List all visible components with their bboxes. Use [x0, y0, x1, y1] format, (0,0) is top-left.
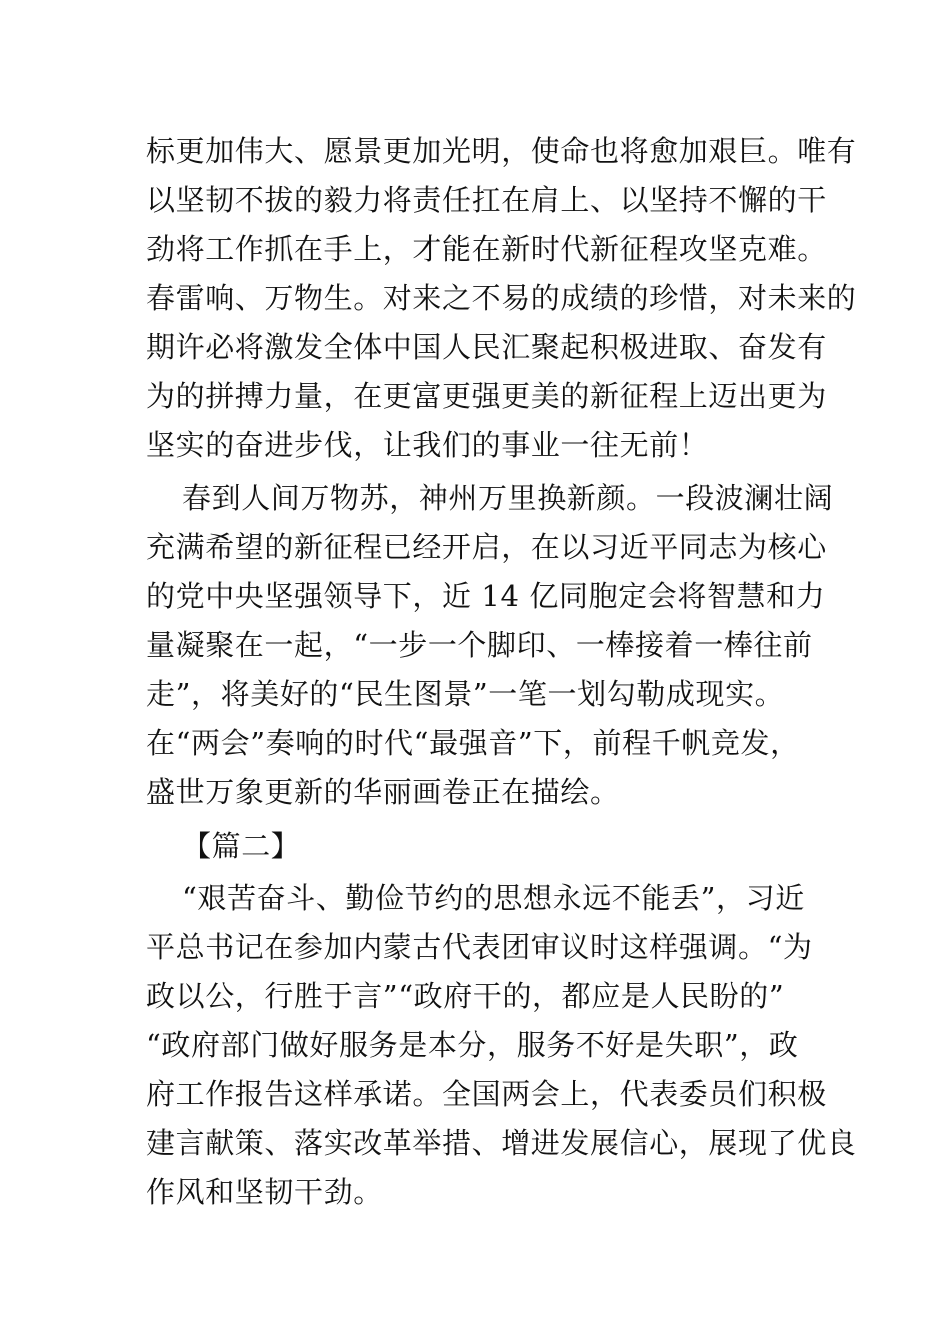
text-line: 盛世万象更新的华丽画卷正在描绘。 [146, 775, 620, 809]
text-line: 量凝聚在一起，“一步一个脚印、一棒接着一棒往前 [146, 628, 813, 662]
text-line: 春雷响、万物生。对来之不易的成绩的珍惜，对未来的 [146, 281, 857, 315]
paragraph-start-line: 春到人间万物苏，神州万里换新颜。一段波澜壮阔 [182, 481, 834, 515]
text-line: 期许必将激发全体中国人民汇聚起积极进取、奋发有 [146, 330, 827, 364]
text-line: 标更加伟大、愿景更加光明，使命也将愈加艰巨。唯有 [146, 134, 857, 168]
section-heading: 【篇二】 [182, 829, 301, 863]
text-line: 的党中央坚强领导下，近 14 亿同胞定会将智慧和力 [146, 579, 826, 613]
text-line: 平总书记在参加内蒙古代表团审议时这样强调。“为 [146, 930, 813, 964]
text-line: 坚实的奋进步伐，让我们的事业一往无前！ [146, 428, 709, 462]
text-line: 作风和坚韧干劲。 [146, 1175, 383, 1209]
text-line: 建言献策、落实改革举措、增进发展信心，展现了优良 [146, 1126, 857, 1160]
text-line: 为的拼搏力量，在更富更强更美的新征程上迈出更为 [146, 379, 827, 413]
text-line: 走”，将美好的“民生图景”一笔一划勾勒成现实。 [146, 677, 785, 711]
text-line: 劲将工作抓在手上，才能在新时代新征程攻坚克难。 [146, 232, 827, 266]
text-line: 府工作报告这样承诺。全国两会上，代表委员们积极 [146, 1077, 827, 1111]
paragraph-start-line: “艰苦奋斗、勤俭节约的思想永远不能丢”，习近 [182, 881, 805, 915]
text-line: 政以公，行胜于言”“政府干的，都应是人民盼的” [146, 979, 785, 1013]
text-line: 以坚韧不拔的毅力将责任扛在肩上、以坚持不懈的干 [146, 183, 827, 217]
text-line: 充满希望的新征程已经开启，在以习近平同志为核心 [146, 530, 827, 564]
text-line: “政府部门做好服务是本分，服务不好是失职”，政 [146, 1028, 799, 1062]
text-line: 在“两会”奏响的时代“最强音”下，前程千帆竞发， [146, 726, 800, 760]
